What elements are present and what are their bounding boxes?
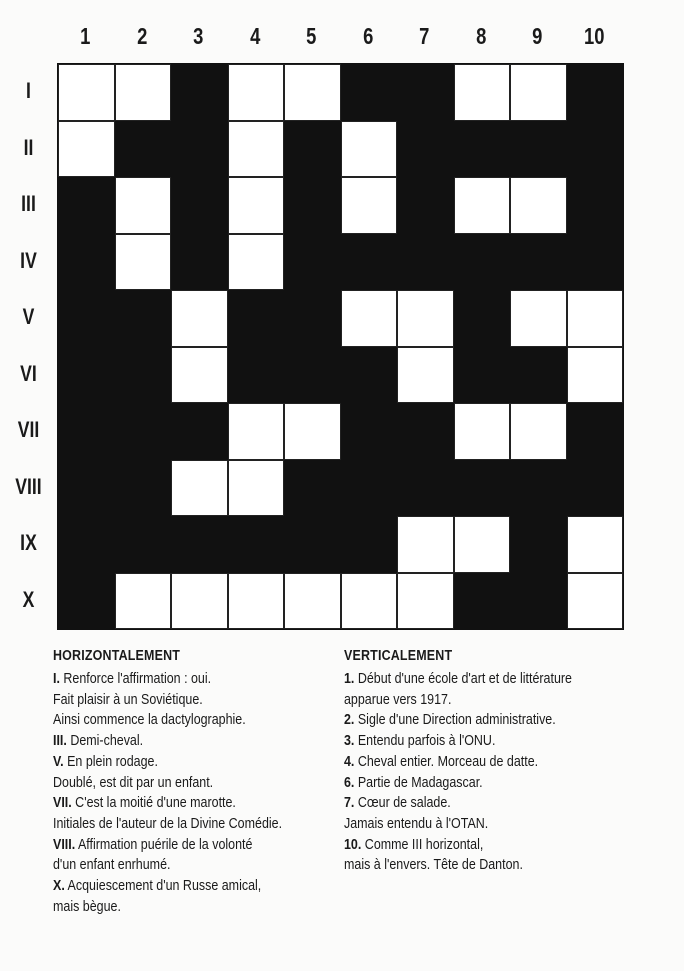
- grid-cell-black: [397, 121, 454, 178]
- grid-cell-black: [115, 403, 172, 460]
- grid-cell-black: [58, 403, 115, 460]
- grid-cell-black: [284, 347, 341, 404]
- clue-text: Cheval entier. Morceau de datte.: [354, 753, 539, 770]
- clue-line: [53, 897, 343, 918]
- row-numeral: VII: [17, 417, 40, 442]
- vertical-clue-list: [344, 669, 644, 876]
- clue-number: 2.: [344, 712, 355, 729]
- vertical-clues: [344, 648, 644, 876]
- clue-line: [53, 773, 343, 794]
- column-numbers: [57, 18, 622, 54]
- grid-cell-black: [284, 460, 341, 517]
- grid-cell-black: [171, 64, 228, 121]
- clue-line: [344, 855, 644, 876]
- grid-cell-black: [341, 234, 398, 291]
- column-number: 5: [306, 23, 317, 49]
- row-numeral: IV: [20, 247, 37, 273]
- row-numeral: I: [26, 78, 31, 103]
- grid-cell-black: [510, 347, 567, 404]
- clue-number: 10.: [344, 836, 362, 853]
- grid-cell-black: [567, 177, 624, 234]
- clue-text: d'un enfant enrhumé.: [53, 857, 171, 874]
- clue-text: mais à l'envers. Tête de Danton.: [344, 857, 523, 874]
- clue-text: apparue vers 1917.: [344, 691, 452, 708]
- column-number: 8: [475, 23, 486, 49]
- column-number: 2: [136, 23, 147, 49]
- grid-cell-black: [454, 347, 511, 404]
- grid-cell-black: [567, 403, 624, 460]
- clue-text: Doublé, est dit par un enfant.: [53, 774, 214, 791]
- row-numeral: VI: [20, 360, 37, 386]
- row-numeral: V: [22, 304, 35, 329]
- grid-cell-white[interactable]: [510, 64, 567, 121]
- grid-cell-white[interactable]: [171, 347, 228, 404]
- horizontal-clues: [53, 648, 343, 917]
- grid-cell-black: [567, 121, 624, 178]
- grid-cell-white[interactable]: [510, 177, 567, 234]
- grid-cell-white[interactable]: [567, 290, 624, 347]
- crossword-grid: [57, 63, 624, 630]
- clue-number: VII.: [53, 795, 72, 812]
- grid-cell-black: [397, 177, 454, 234]
- grid-cell-white[interactable]: [171, 460, 228, 517]
- grid-cell-black: [284, 121, 341, 178]
- grid-cell-white[interactable]: [228, 234, 285, 291]
- column-number: 1: [80, 23, 91, 49]
- grid-cell-black: [171, 516, 228, 573]
- grid-cell-white[interactable]: [341, 177, 398, 234]
- grid-cell-white[interactable]: [115, 573, 172, 630]
- grid-cell-white[interactable]: [228, 460, 285, 517]
- grid-cell-black: [115, 516, 172, 573]
- grid-cell-white[interactable]: [454, 516, 511, 573]
- clue-text: Renforce l'affirmation : oui.: [59, 671, 212, 687]
- clue-line: [53, 814, 343, 835]
- clues-section: [50, 648, 650, 948]
- row-numerals: [0, 63, 57, 628]
- grid-cell-white[interactable]: [510, 290, 567, 347]
- clue-line: [53, 793, 343, 814]
- clue-text: Fait plaisir à un Soviétique.: [53, 691, 203, 708]
- grid-cell-white[interactable]: [228, 573, 285, 630]
- column-number: 10: [583, 23, 604, 49]
- grid-cell-white[interactable]: [341, 573, 398, 630]
- grid-cell-white[interactable]: [510, 403, 567, 460]
- clue-line: [53, 669, 343, 690]
- clue-text: mais bègue.: [53, 898, 121, 915]
- horizontal-clue-list: [53, 669, 343, 917]
- row-numeral: III: [21, 191, 36, 216]
- clue-text: Initiales de l'auteur de la Divine Comédie.: [53, 815, 283, 832]
- clue-text: C'est la moitié d'une marotte.: [71, 795, 236, 812]
- clue-text: Affirmation puérile de la volonté: [75, 836, 253, 853]
- clue-number: 6.: [344, 774, 355, 791]
- row-numeral: IX: [20, 530, 37, 555]
- grid-cell-black: [567, 460, 624, 517]
- column-number: 4: [249, 23, 260, 49]
- grid-cell-black: [510, 573, 567, 630]
- grid-cell-black: [341, 403, 398, 460]
- row-numeral: VIII: [15, 473, 42, 499]
- grid-cell-black: [58, 516, 115, 573]
- grid-cell-white[interactable]: [454, 403, 511, 460]
- grid-cell-white[interactable]: [228, 121, 285, 178]
- grid-cell-black: [58, 347, 115, 404]
- clue-text: En plein rodage.: [63, 753, 158, 770]
- clue-text: Comme III horizontal,: [361, 836, 484, 853]
- clue-text: Partie de Madagascar.: [354, 774, 483, 791]
- grid-cell-black: [397, 234, 454, 291]
- grid-cell-black: [567, 234, 624, 291]
- clue-text: Demi-cheval.: [66, 733, 144, 750]
- grid-cell-white[interactable]: [228, 64, 285, 121]
- clue-line: [344, 814, 644, 835]
- grid-cell-white[interactable]: [58, 64, 115, 121]
- clue-line: [53, 690, 343, 711]
- grid-cell-black: [58, 573, 115, 630]
- clue-number: 7.: [344, 795, 355, 812]
- clue-number: V.: [53, 753, 64, 770]
- grid-cell-white[interactable]: [228, 403, 285, 460]
- grid-cell-black: [454, 460, 511, 517]
- clue-text: Sigle d'une Direction administrative.: [354, 712, 556, 729]
- grid-cell-black: [454, 573, 511, 630]
- grid-cell-white[interactable]: [284, 403, 341, 460]
- grid-cell-black: [115, 347, 172, 404]
- grid-cell-white[interactable]: [341, 121, 398, 178]
- grid-cell-black: [510, 121, 567, 178]
- clue-number: 3.: [344, 733, 355, 750]
- clue-number: X.: [53, 878, 65, 895]
- grid-cell-white[interactable]: [567, 347, 624, 404]
- clue-number: VIII.: [53, 836, 76, 853]
- grid-cell-black: [58, 234, 115, 291]
- clue-line: [344, 793, 644, 814]
- grid-cell-white[interactable]: [397, 516, 454, 573]
- grid-cell-black: [228, 290, 285, 347]
- column-number: 9: [532, 23, 543, 49]
- grid-cell-white[interactable]: [397, 573, 454, 630]
- grid-cell-black: [454, 234, 511, 291]
- grid-cell-black: [58, 460, 115, 517]
- clue-line: [53, 876, 343, 897]
- clue-line: [344, 669, 644, 690]
- grid-cell-white[interactable]: [115, 234, 172, 291]
- grid-cell-white[interactable]: [284, 64, 341, 121]
- grid-cell-black: [115, 121, 172, 178]
- horizontal-clues-heading: HORIZONTALEMENT: [53, 648, 181, 664]
- clue-text: Jamais entendu à l'OTAN.: [344, 815, 489, 832]
- grid-cell-black: [115, 290, 172, 347]
- grid-cell-white[interactable]: [171, 290, 228, 347]
- grid-cell-white[interactable]: [397, 290, 454, 347]
- grid-cell-white[interactable]: [341, 290, 398, 347]
- clue-line: [53, 835, 343, 856]
- grid-cell-black: [228, 516, 285, 573]
- grid-cell-black: [341, 460, 398, 517]
- grid-cell-black: [397, 64, 454, 121]
- grid-cell-black: [341, 64, 398, 121]
- grid-cell-black: [171, 403, 228, 460]
- clue-text: Acquiescement d'un Russe amical,: [64, 878, 262, 895]
- clue-line: [53, 855, 343, 876]
- grid-cell-black: [397, 460, 454, 517]
- clue-line: [53, 752, 343, 773]
- grid-cell-white[interactable]: [58, 121, 115, 178]
- grid-cell-black: [58, 290, 115, 347]
- vertical-clues-heading: VERTICALEMENT: [344, 648, 453, 664]
- column-number: 6: [362, 23, 373, 49]
- clue-text: Cœur de salade.: [354, 795, 451, 812]
- grid-cell-black: [341, 347, 398, 404]
- clue-line: [344, 710, 644, 731]
- grid-cell-black: [115, 460, 172, 517]
- clue-line: [344, 835, 644, 856]
- clue-line: [53, 710, 343, 731]
- clue-line: [344, 690, 644, 711]
- clue-line: [53, 731, 343, 752]
- column-number: 7: [419, 23, 430, 49]
- clue-number: I.: [53, 671, 60, 687]
- grid-cell-black: [171, 234, 228, 291]
- grid-cell-black: [567, 64, 624, 121]
- grid-cell-black: [397, 403, 454, 460]
- grid-cell-white[interactable]: [567, 516, 624, 573]
- grid-cell-black: [510, 234, 567, 291]
- grid-cell-black: [510, 516, 567, 573]
- clue-line: [344, 731, 644, 752]
- grid-cell-black: [341, 516, 398, 573]
- column-number: 3: [193, 23, 204, 49]
- grid-cell-white[interactable]: [284, 573, 341, 630]
- clue-text: Début d'une école d'art et de littérature: [354, 671, 572, 687]
- grid-cell-black: [171, 177, 228, 234]
- grid-cell-white[interactable]: [454, 177, 511, 234]
- grid-cell-black: [58, 177, 115, 234]
- grid-cell-white[interactable]: [115, 177, 172, 234]
- clue-number: 4.: [344, 753, 355, 770]
- grid-cell-white[interactable]: [454, 64, 511, 121]
- grid-cell-white[interactable]: [567, 573, 624, 630]
- clue-number: 1.: [344, 671, 355, 687]
- grid-cell-black: [171, 121, 228, 178]
- grid-cell-white[interactable]: [397, 347, 454, 404]
- clue-text: Entendu parfois à l'ONU.: [354, 733, 496, 750]
- grid-cell-black: [454, 290, 511, 347]
- clue-number: III.: [53, 733, 67, 750]
- grid-cell-black: [284, 234, 341, 291]
- clue-line: [344, 752, 644, 773]
- clue-line: [344, 773, 644, 794]
- grid-cell-black: [284, 516, 341, 573]
- grid-cell-black: [284, 290, 341, 347]
- clue-text: Ainsi commence la dactylographie.: [53, 712, 246, 729]
- row-numeral: X: [22, 586, 35, 612]
- grid-cell-black: [284, 177, 341, 234]
- grid-cell-black: [510, 460, 567, 517]
- grid-cell-white[interactable]: [171, 573, 228, 630]
- grid-cell-black: [228, 347, 285, 404]
- row-numeral: II: [23, 134, 34, 160]
- grid-cell-black: [454, 121, 511, 178]
- grid-cell-white[interactable]: [228, 177, 285, 234]
- grid-cell-white[interactable]: [115, 64, 172, 121]
